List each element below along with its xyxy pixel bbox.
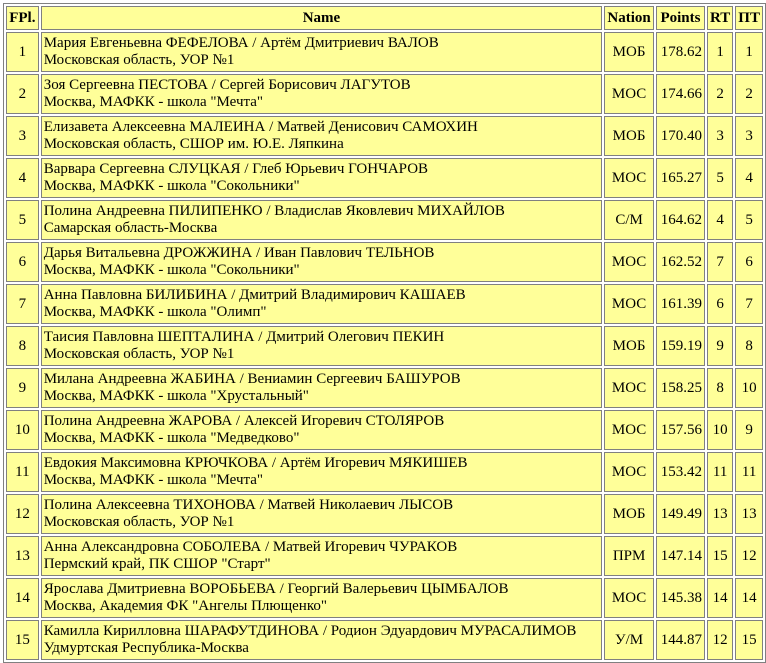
club-name: Московская область, СШОР им. Ю.Е. Ляпкина <box>43 136 344 152</box>
pair-names: Евдокия Максимовна КРЮЧКОВА / Артём Игоревич МЯКИШЕВ <box>43 455 468 471</box>
header-nation: Nation <box>604 6 654 30</box>
pair-names: Елизавета Алексеевна МАЛЕИНА / Матвей Денисович САМОХИН <box>43 119 478 135</box>
club-name: Москва, МАФКК - школа "Олимп" <box>43 304 267 320</box>
name-cell <box>41 494 602 534</box>
name-cell <box>41 200 602 240</box>
pt-cell: 13 <box>735 494 763 534</box>
pair-names: Анна Александровна СОБОЛЕВА / Матвей Игоревич ЧУРАКОВ <box>43 539 458 555</box>
header-pt: ПТ <box>735 6 763 30</box>
nation-cell: МОБ <box>604 326 654 366</box>
points-cell: 161.39 <box>656 284 705 324</box>
nation-cell: МОС <box>604 410 654 450</box>
points-cell: 158.25 <box>656 368 705 408</box>
name-cell <box>41 242 602 282</box>
club-name: Московская область, УОР №1 <box>43 514 235 530</box>
rt-cell: 12 <box>707 620 733 660</box>
pt-cell: 10 <box>735 368 763 408</box>
pt-cell: 4 <box>735 158 763 198</box>
rt-cell: 15 <box>707 536 733 576</box>
place-cell: 4 <box>6 158 39 198</box>
place-cell: 2 <box>6 74 39 114</box>
table-row <box>6 410 763 450</box>
name-cell <box>41 326 602 366</box>
pt-cell: 1 <box>735 32 763 72</box>
nation-cell: МОС <box>604 74 654 114</box>
name-cell <box>41 116 602 156</box>
place-cell: 9 <box>6 368 39 408</box>
club-name: Москва, МАФКК - школа "Медведково" <box>43 430 300 446</box>
pt-cell: 8 <box>735 326 763 366</box>
points-cell: 178.62 <box>656 32 705 72</box>
club-name: Москва, МАФКК - школа "Сокольники" <box>43 178 300 194</box>
points-cell: 149.49 <box>656 494 705 534</box>
rt-cell: 11 <box>707 452 733 492</box>
name-cell <box>41 32 602 72</box>
pt-cell: 6 <box>735 242 763 282</box>
pair-names: Таисия Павловна ШЕПТАЛИНА / Дмитрий Олегович ПЕКИН <box>43 329 445 345</box>
rt-cell: 2 <box>707 74 733 114</box>
name-cell <box>41 74 602 114</box>
name-cell <box>41 536 602 576</box>
place-cell: 6 <box>6 242 39 282</box>
pt-cell: 3 <box>735 116 763 156</box>
club-name: Пермский край, ПК СШОР "Старт" <box>43 556 271 572</box>
pair-names: Дарья Витальевна ДРОЖЖИНА / Иван Павлович ТЕЛЬНОВ <box>43 245 435 261</box>
points-cell: 170.40 <box>656 116 705 156</box>
nation-cell: МОС <box>604 284 654 324</box>
table-row <box>6 578 763 618</box>
nation-cell: МОС <box>604 452 654 492</box>
pair-names: Полина Андреевна ПИЛИПЕНКО / Владислав Яковлевич МИХАЙЛОВ <box>43 203 505 219</box>
pair-names: Анна Павловна БИЛИБИНА / Дмитрий Владимирович КАШАЕВ <box>43 287 466 303</box>
points-cell: 174.66 <box>656 74 705 114</box>
nation-cell: ПРМ <box>604 536 654 576</box>
club-name: Москва, Академия ФК "Ангелы Плющенко" <box>43 598 327 614</box>
pt-cell: 11 <box>735 452 763 492</box>
rt-cell: 7 <box>707 242 733 282</box>
club-name: Москва, МАФКК - школа "Мечта" <box>43 472 264 488</box>
rt-cell: 13 <box>707 494 733 534</box>
name-cell <box>41 620 602 660</box>
pt-cell: 7 <box>735 284 763 324</box>
table-row <box>6 326 763 366</box>
points-cell: 162.52 <box>656 242 705 282</box>
rt-cell: 5 <box>707 158 733 198</box>
table-row <box>6 74 763 114</box>
table-row <box>6 32 763 72</box>
nation-cell: МОС <box>604 158 654 198</box>
place-cell: 3 <box>6 116 39 156</box>
table-row <box>6 368 763 408</box>
name-cell <box>41 410 602 450</box>
rt-cell: 9 <box>707 326 733 366</box>
rt-cell: 8 <box>707 368 733 408</box>
name-cell <box>41 284 602 324</box>
rt-cell: 1 <box>707 32 733 72</box>
club-name: Московская область, УОР №1 <box>43 52 235 68</box>
header-place: FPl. <box>6 6 39 30</box>
pair-names: Варвара Сергеевна СЛУЦКАЯ / Глеб Юрьевич ГОНЧАРОВ <box>43 161 429 177</box>
rt-cell: 14 <box>707 578 733 618</box>
pair-names: Мария Евгеньевна ФЕФЕЛОВА / Артём Дмитриевич ВАЛОВ <box>43 35 439 51</box>
place-cell: 15 <box>6 620 39 660</box>
pt-cell: 9 <box>735 410 763 450</box>
pair-names: Милана Андреевна ЖАБИНА / Вениамин Сергеевич БАШУРОВ <box>43 371 461 387</box>
rt-cell: 10 <box>707 410 733 450</box>
pt-cell: 12 <box>735 536 763 576</box>
place-cell: 10 <box>6 410 39 450</box>
club-name: Москва, МАФКК - школа "Мечта" <box>43 94 264 110</box>
rt-cell: 3 <box>707 116 733 156</box>
rt-cell: 6 <box>707 284 733 324</box>
pt-cell: 15 <box>735 620 763 660</box>
points-cell: 153.42 <box>656 452 705 492</box>
nation-cell: МОС <box>604 368 654 408</box>
nation-cell: МОБ <box>604 116 654 156</box>
pt-cell: 5 <box>735 200 763 240</box>
name-cell <box>41 158 602 198</box>
points-cell: 165.27 <box>656 158 705 198</box>
results-body <box>6 32 763 660</box>
place-cell: 1 <box>6 32 39 72</box>
club-name: Москва, МАФКК - школа "Хрустальный" <box>43 388 309 404</box>
header-points: Points <box>656 6 705 30</box>
place-cell: 12 <box>6 494 39 534</box>
place-cell: 7 <box>6 284 39 324</box>
points-cell: 145.38 <box>656 578 705 618</box>
pair-names: Ярослава Дмитриевна ВОРОБЬЕВА / Георгий Валерьевич ЦЫМБАЛОВ <box>43 581 509 597</box>
nation-cell: МОС <box>604 578 654 618</box>
place-cell: 8 <box>6 326 39 366</box>
table-row <box>6 452 763 492</box>
name-cell <box>41 368 602 408</box>
place-cell: 13 <box>6 536 39 576</box>
place-cell: 11 <box>6 452 39 492</box>
header-name: Name <box>41 6 602 30</box>
header-row <box>6 6 763 30</box>
table-row <box>6 536 763 576</box>
pair-names: Зоя Сергеевна ПЕСТОВА / Сергей Борисович ЛАГУТОВ <box>43 77 411 93</box>
pair-names: Полина Андреевна ЖАРОВА / Алексей Игоревич СТОЛЯРОВ <box>43 413 445 429</box>
table-row <box>6 116 763 156</box>
pt-cell: 2 <box>735 74 763 114</box>
table-row <box>6 494 763 534</box>
pair-names: Камилла Кирилловна ШАРАФУТДИНОВА / Родион Эдуардович МУРАСАЛИМОВ <box>43 623 577 639</box>
nation-cell: У/М <box>604 620 654 660</box>
table-row <box>6 284 763 324</box>
pt-cell: 14 <box>735 578 763 618</box>
place-cell: 14 <box>6 578 39 618</box>
table-row <box>6 158 763 198</box>
header-rt: RT <box>707 6 733 30</box>
points-cell: 147.14 <box>656 536 705 576</box>
nation-cell: МОБ <box>604 32 654 72</box>
pair-names: Полина Алексеевна ТИХОНОВА / Матвей Николаевич ЛЫСОВ <box>43 497 454 513</box>
name-cell <box>41 578 602 618</box>
nation-cell: МОС <box>604 242 654 282</box>
points-cell: 157.56 <box>656 410 705 450</box>
place-cell: 5 <box>6 200 39 240</box>
name-cell <box>41 452 602 492</box>
points-cell: 144.87 <box>656 620 705 660</box>
table-row <box>6 620 763 660</box>
club-name: Москва, МАФКК - школа "Сокольники" <box>43 262 300 278</box>
club-name: Удмуртская Республика-Москва <box>43 640 249 656</box>
rt-cell: 4 <box>707 200 733 240</box>
table-row <box>6 200 763 240</box>
club-name: Московская область, УОР №1 <box>43 346 235 362</box>
club-name: Самарская область-Москва <box>43 220 218 236</box>
nation-cell: С/М <box>604 200 654 240</box>
results-table <box>3 3 766 663</box>
table-row <box>6 242 763 282</box>
points-cell: 164.62 <box>656 200 705 240</box>
points-cell: 159.19 <box>656 326 705 366</box>
nation-cell: МОБ <box>604 494 654 534</box>
